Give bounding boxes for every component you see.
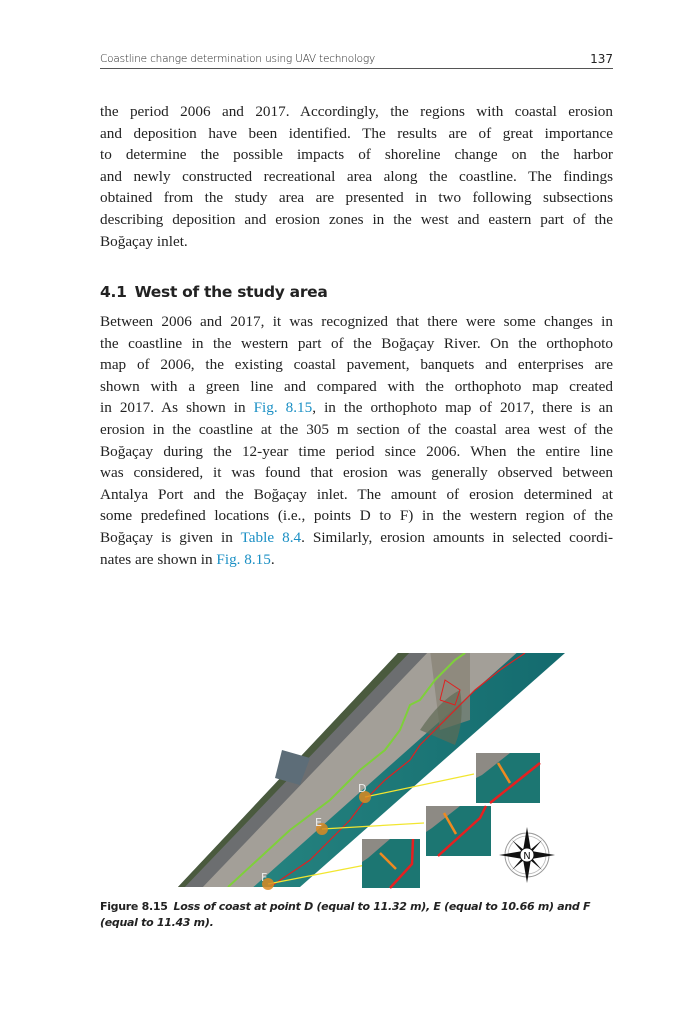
- text-line: Boğaçay inlet.: [100, 232, 188, 250]
- page-number: 137: [590, 52, 613, 66]
- text-fragment: , in the orthophoto map of 2017, there is an: [312, 399, 614, 417]
- figure-link[interactable]: Fig. 8.15: [216, 550, 271, 568]
- figure-caption: [100, 899, 615, 931]
- section-number: 4.1: [100, 283, 127, 301]
- text-line: Antalya Port and the Boğaçay inlet. The amount of erosion determined at: [100, 485, 613, 503]
- compass-north-label: N: [523, 851, 531, 862]
- point-label: F: [261, 871, 268, 884]
- text-line: describing deposition and erosion zones in the west and eastern part of the: [100, 210, 613, 228]
- text-fragment: . Similarly, erosion amounts in selected coordi-: [301, 528, 614, 546]
- text-fragment: .: [270, 550, 275, 568]
- text-line: the coastline in the western part of the Boğaçay River. On the orthophoto: [100, 334, 613, 352]
- text-fragment: in 2017. As shown in: [100, 399, 254, 417]
- text-line: and deposition have been identified. The results are of great importance: [100, 124, 613, 142]
- text-line: Boğaçay during the 12-year time period since 2006. When the entire line: [100, 442, 613, 460]
- point-label: E: [315, 816, 322, 829]
- text-line: shown with a green line and compared with the orthophoto map created: [100, 377, 613, 395]
- text-fragment: Boğaçay is given in: [100, 528, 241, 546]
- text-line: erosion in the coastline at the 305 m section of the coastal area west of the: [100, 420, 613, 438]
- text-line: map of 2006, the existing coastal pavement, banquets and enterprises are: [100, 356, 613, 374]
- section-title: West of the study area: [134, 283, 328, 301]
- text-line: and newly constructed recreational area along the coastline. The findings: [100, 167, 613, 185]
- inset-f: [362, 839, 420, 888]
- point-label: D: [358, 782, 367, 795]
- text-fragment: nates are shown in: [100, 550, 217, 568]
- text-line: was considered, it was found that erosion was generally observed between: [100, 464, 613, 482]
- text-line: some predefined locations (i.e., points D to F) in the western region of the: [100, 507, 613, 525]
- text-line: the period 2006 and 2017. Accordingly, the regions with coastal erosion: [100, 103, 613, 120]
- running-title: Coastline change determination using UAV technology: [100, 53, 375, 65]
- text-line: Between 2006 and 2017, it was recognized that there were some changes in: [100, 313, 613, 330]
- text-line: to determine the possible impacts of shoreline change on the harbor: [100, 146, 613, 164]
- compass-rose-icon: [499, 827, 555, 883]
- inset-d: [476, 753, 540, 803]
- figure-link[interactable]: Fig. 8.15: [253, 399, 313, 417]
- text-line: obtained from the study area are presented in two following subsections: [100, 189, 613, 207]
- caption-text: Loss of coast at point D (equal to 11.32 m), E (equal to 10.66 m) and F (equal to 11.43 m).: [100, 900, 591, 929]
- caption-label: Figure 8.15: [100, 900, 168, 913]
- table-link[interactable]: Table 8.4: [240, 528, 302, 546]
- inset-e: [426, 806, 491, 856]
